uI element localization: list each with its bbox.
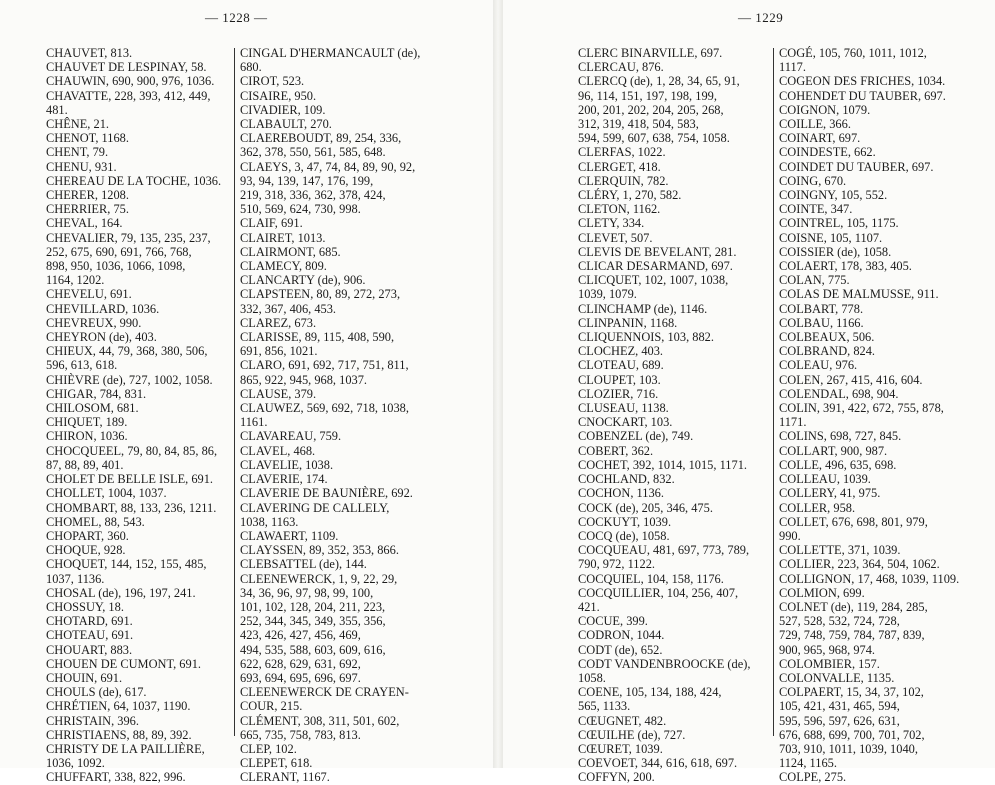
index-entry-line: CLIQUENNOIS, 103, 882. xyxy=(578,330,714,345)
right-page-number: — 1229 xyxy=(738,10,784,25)
left-page-column-2 xyxy=(240,46,490,785)
index-entry-line: CHIEUX, 44, 79, 368, 380, 506, xyxy=(46,344,208,359)
index-entry-line: CHAVATTE, 228, 393, 412, 449, xyxy=(46,88,211,103)
index-entry-line: 665, 735, 758, 783, 813. xyxy=(240,727,361,742)
index-entry-line: COEVOET, 344, 616, 618, 697. xyxy=(578,756,738,771)
index-entry-line: COLLEAU, 1039. xyxy=(779,472,871,487)
index-entry-line: CLAVERIE DE BAUNIÈRE, 692. xyxy=(240,486,413,501)
index-entry-line: CHILOSOM, 681. xyxy=(46,401,139,416)
index-entry-line: CLERCAU, 876. xyxy=(578,60,664,75)
index-entry-line: CLAVAREAU, 759. xyxy=(240,429,342,444)
index-entry-line: CLICAR DESARMAND, 697. xyxy=(578,259,733,274)
index-entry-line: 1038, 1163. xyxy=(240,514,299,529)
index-entry-line: CLERGET, 418. xyxy=(578,159,661,174)
index-entry-line: CHOMBART, 88, 133, 236, 1211. xyxy=(46,500,217,515)
index-entry-line: CLINPANIN, 1168. xyxy=(578,315,678,330)
index-entry-line: CHRÉTIEN, 64, 1037, 1190. xyxy=(46,699,191,714)
index-entry-line: CŒUILHE (de), 727. xyxy=(578,727,686,742)
index-entry-line: CLARO, 691, 692, 717, 751, 811, xyxy=(240,358,409,373)
index-entry-line: CODRON, 1044. xyxy=(578,628,665,643)
index-entry-line: COCHLAND, 832. xyxy=(578,472,675,487)
index-entry-line: 1039, 1079. xyxy=(578,287,637,302)
index-entry-line: CLOTEAU, 689. xyxy=(578,358,664,373)
index-entry-line: COGÉ, 105, 760, 1011, 1012, xyxy=(779,46,927,60)
index-entry-line: CHEVAL, 164. xyxy=(46,216,123,231)
index-entry-line: COILLE, 366. xyxy=(779,117,851,132)
index-entry-line: COLEN, 267, 415, 416, 604. xyxy=(779,372,923,387)
index-entry-line: CLEBSATTEL (de), 144. xyxy=(240,557,367,572)
index-entry-line: COLLETTE, 371, 1039. xyxy=(779,543,901,558)
left-page-number: — 1228 — xyxy=(205,10,268,25)
index-entry-line: CHEREAU DE LA TOCHE, 1036. xyxy=(46,173,222,188)
index-entry-line: 510, 569, 624, 730, 998. xyxy=(240,202,361,217)
index-entry-line: CLÉMENT, 308, 311, 501, 602, xyxy=(240,713,400,728)
index-entry-line: CHERRIER, 75. xyxy=(46,202,129,217)
index-entry-line: CLINCHAMP (de), 1146. xyxy=(578,301,708,316)
right-page-column-2 xyxy=(779,46,994,785)
index-entry-line: COLBAU, 1166. xyxy=(779,315,864,330)
index-entry-line: 362, 378, 550, 561, 585, 648. xyxy=(240,145,386,160)
index-entry-line: COING, 670. xyxy=(779,173,847,188)
index-entry-line: CLAVERIE, 174. xyxy=(240,472,328,487)
index-entry-line: CLEVIS DE BEVELANT, 281. xyxy=(578,244,737,259)
index-entry-line: CLAPSTEEN, 80, 89, 272, 273, xyxy=(240,287,401,302)
index-entry-line: COBENZEL (de), 749. xyxy=(578,429,694,444)
index-entry-line: CHIRON, 1036. xyxy=(46,429,128,444)
index-entry-line: COISSIER (de), 1058. xyxy=(779,244,892,259)
index-entry-line: CLANCARTY (de), 906. xyxy=(240,273,366,288)
index-entry-line: CLARISSE, 89, 115, 408, 590, xyxy=(240,330,395,345)
index-entry-line: CLABAULT, 270. xyxy=(240,117,332,132)
index-entry-line: CLAEYS, 3, 47, 74, 84, 89, 90, 92, xyxy=(240,159,416,174)
index-entry-line: CLERANT, 1167. xyxy=(240,770,330,785)
index-entry-line: COLPAERT, 15, 34, 37, 102, xyxy=(779,685,924,700)
index-entry-line: CHOCQUEEL, 79, 80, 84, 85, 86, xyxy=(46,443,218,458)
index-entry-line: COCHET, 392, 1014, 1015, 1171. xyxy=(578,457,747,472)
index-entry-line: COCHON, 1136. xyxy=(578,486,664,501)
index-entry-line: 900, 965, 968, 974. xyxy=(779,642,876,657)
index-entry-line: 622, 628, 629, 631, 692, xyxy=(240,656,361,671)
index-entry-line: CLERQUIN, 782. xyxy=(578,173,669,188)
index-entry-line: COLAS DE MALMUSSE, 911. xyxy=(779,287,939,302)
index-entry-line: COLOMBIER, 157. xyxy=(779,656,880,671)
index-entry-line: CHAUWIN, 690, 900, 976, 1036. xyxy=(46,74,215,89)
index-entry-line: COLAERT, 178, 383, 405. xyxy=(779,259,912,274)
index-entry-line: CHOPART, 360. xyxy=(46,528,129,543)
index-entry-line: 219, 318, 336, 362, 378, 424, xyxy=(240,188,386,203)
index-entry-line: CLEENEWERCK, 1, 9, 22, 29, xyxy=(240,571,398,586)
index-entry-line: COIGNON, 1079. xyxy=(779,102,871,117)
index-entry-line: COLAN, 775. xyxy=(779,273,850,288)
index-entry-line: COGEON DES FRICHES, 1034. xyxy=(779,74,946,89)
right-page xyxy=(503,0,995,785)
index-entry-line: CHOLLET, 1004, 1037. xyxy=(46,486,167,501)
index-entry-line: CLEENEWERCK DE CRAYEN- xyxy=(240,685,409,700)
index-entry-line: CLAUWEZ, 569, 692, 718, 1038, xyxy=(240,401,409,416)
index-entry-line: 101, 102, 128, 204, 211, 223, xyxy=(240,599,386,614)
index-entry-line: CLEVET, 507. xyxy=(578,230,653,245)
index-entry-line: CLETY, 334. xyxy=(578,216,645,231)
index-entry-line: 990. xyxy=(779,528,801,543)
index-entry-line: 594, 599, 607, 638, 754, 1058. xyxy=(578,131,730,146)
index-entry-line: CLAEREBOUDT, 89, 254, 336, xyxy=(240,131,402,146)
index-entry-line: CIVADIER, 109. xyxy=(240,102,326,117)
index-entry-line: 252, 675, 690, 691, 766, 768, xyxy=(46,244,192,259)
index-entry-line: CHOTARD, 691. xyxy=(46,614,133,629)
index-entry-line: CLOCHEZ, 403. xyxy=(578,344,664,359)
index-entry-line: 729, 748, 759, 784, 787, 839, xyxy=(779,628,925,643)
index-entry-line: CLAIRMONT, 685. xyxy=(240,244,341,259)
index-entry-line: CHEVALIER, 79, 135, 235, 237, xyxy=(46,230,211,245)
index-entry-line: 1124, 1165. xyxy=(779,756,837,771)
index-entry-line: COFFYN, 200. xyxy=(578,770,655,785)
index-entry-line: CHAUVET, 813. xyxy=(46,46,133,60)
index-entry-line: CHIÈVRE (de), 727, 1002, 1058. xyxy=(46,372,213,387)
index-entry-line: CHOULS (de), 617. xyxy=(46,685,147,700)
index-entry-line: COLBART, 778. xyxy=(779,301,864,316)
index-entry-line: CISAIRE, 950. xyxy=(240,88,317,103)
index-entry-line: COINDESTE, 662. xyxy=(779,145,876,160)
index-entry-line: 596, 613, 618. xyxy=(46,358,118,373)
index-entry-line: COINDET DU TAUBER, 697. xyxy=(779,159,934,174)
index-entry-line: CHOQUET, 144, 152, 155, 485, xyxy=(46,557,207,572)
index-entry-line: 1161. xyxy=(240,415,268,430)
index-entry-line: COLNET (de), 119, 284, 285, xyxy=(779,599,928,614)
index-entry-line: CHENU, 931. xyxy=(46,159,117,174)
index-entry-line: COLPE, 275. xyxy=(779,770,847,785)
index-entry-line: 680. xyxy=(240,60,262,75)
index-entry-line: CODT (de), 652. xyxy=(578,642,663,657)
index-entry-line: 1164, 1202. xyxy=(46,273,105,288)
index-entry-line: 1037, 1136. xyxy=(46,571,105,586)
index-entry-line: 703, 910, 1011, 1039, 1040, xyxy=(779,741,918,756)
index-entry-line: COLLER, 958. xyxy=(779,500,856,515)
index-entry-line: COLLERY, 41, 975. xyxy=(779,486,881,501)
index-entry-line: CHEYRON (de), 403. xyxy=(46,330,157,345)
index-entry-line: CŒUGNET, 482. xyxy=(578,713,667,728)
index-entry-line: CLEPET, 618. xyxy=(240,756,313,771)
index-entry-line: CHOUIN, 691. xyxy=(46,670,123,685)
index-entry-line: COUR, 215. xyxy=(240,699,303,714)
index-entry-line: COLENDAL, 698, 904. xyxy=(779,386,899,401)
index-entry-line: CHOMEL, 88, 543. xyxy=(46,514,145,529)
index-entry-line: COISNE, 105, 1107. xyxy=(779,230,883,245)
index-entry-line: CHOUART, 883. xyxy=(46,642,133,657)
index-entry-line: CLETON, 1162. xyxy=(578,202,661,217)
index-entry-line: 527, 528, 532, 724, 728, xyxy=(779,614,900,629)
index-entry-line: COLMION, 699. xyxy=(779,585,865,600)
index-entry-line: COLLE, 496, 635, 698. xyxy=(779,457,897,472)
index-entry-line: CHAUVET DE LESPINAY, 58. xyxy=(46,60,207,75)
index-entry-line: 865, 922, 945, 968, 1037. xyxy=(240,372,368,387)
index-entry-line: CHENOT, 1168. xyxy=(46,131,129,146)
index-entry-line: CLOUPET, 103. xyxy=(578,372,661,387)
index-entry-line: CLUSEAU, 1138. xyxy=(578,401,669,416)
index-entry-line: CHUFFART, 338, 822, 996. xyxy=(46,770,186,785)
index-entry-line: CLERC BINARVILLE, 697. xyxy=(578,46,723,60)
index-entry-line: 1058. xyxy=(578,670,606,685)
left-page xyxy=(0,0,493,785)
index-entry-line: CHEVILLARD, 1036. xyxy=(46,301,160,316)
index-entry-line: CLAWAERT, 1109. xyxy=(240,528,339,543)
index-entry-line: 200, 201, 202, 204, 205, 268, xyxy=(578,102,724,117)
index-entry-line: CLOZIER, 716. xyxy=(578,386,659,401)
index-entry-line: CNOCKART, 103. xyxy=(578,415,673,430)
index-entry-line: CLAUSE, 379. xyxy=(240,386,317,401)
index-entry-line: 332, 367, 406, 453. xyxy=(240,301,337,316)
index-entry-line: COINTE, 347. xyxy=(779,202,853,217)
index-entry-line: CLAIRET, 1013. xyxy=(240,230,326,245)
index-entry-line: COLEAU, 976. xyxy=(779,358,858,373)
index-entry-line: 96, 114, 151, 197, 198, 199, xyxy=(578,88,717,103)
index-entry-line: COLLART, 900, 987. xyxy=(779,443,888,458)
index-entry-line: 790, 972, 1122. xyxy=(578,557,655,572)
index-entry-line: COINART, 697. xyxy=(779,131,861,146)
index-entry-line: 1036, 1092. xyxy=(46,756,105,771)
index-entry-line: CLAMECY, 809. xyxy=(240,259,327,274)
index-entry-line: CHOSAL (de), 196, 197, 241. xyxy=(46,585,196,600)
index-entry-line: CLAVELIE, 1038. xyxy=(240,457,334,472)
index-entry-line: COCKUYT, 1039. xyxy=(578,514,672,529)
index-entry-line: CLAVERING DE CALLELY, xyxy=(240,500,390,515)
index-entry-line: CHEVREUX, 990. xyxy=(46,315,142,330)
index-entry-line: CLAYSSEN, 89, 352, 353, 866. xyxy=(240,543,399,558)
index-entry-line: 93, 94, 139, 147, 176, 199, xyxy=(240,173,374,188)
index-entry-line: 691, 856, 1021. xyxy=(240,344,318,359)
index-entry-line: COCQUILLIER, 104, 256, 407, xyxy=(578,585,739,600)
index-entry-line: COCUE, 399. xyxy=(578,614,648,629)
index-entry-line: COLLIGNON, 17, 468, 1039, 1109. xyxy=(779,571,960,586)
index-entry-line: COENE, 105, 134, 188, 424, xyxy=(578,685,722,700)
index-entry-line: CLAREZ, 673. xyxy=(240,315,317,330)
book-gutter xyxy=(493,0,503,768)
index-entry-line: CHRISTAIN, 396. xyxy=(46,713,139,728)
index-entry-line: 421. xyxy=(578,599,600,614)
index-entry-line: COCQ (de), 1058. xyxy=(578,528,670,543)
index-entry-line: COLLIER, 223, 364, 504, 1062. xyxy=(779,557,940,572)
index-entry-line: 898, 950, 1036, 1066, 1098, xyxy=(46,259,186,274)
index-entry-line: CINGAL D'HERMANCAULT (de), xyxy=(240,46,421,60)
left-column-divider xyxy=(234,48,235,736)
index-entry-line: COLBRAND, 824. xyxy=(779,344,876,359)
index-entry-line: COINGNY, 105, 552. xyxy=(779,188,888,203)
index-entry-line: CŒURET, 1039. xyxy=(578,741,663,756)
index-entry-line: CHOQUE, 928. xyxy=(46,543,126,558)
index-entry-line: CLICQUET, 102, 1007, 1038, xyxy=(578,273,729,288)
index-entry-line: CHERER, 1208. xyxy=(46,188,129,203)
index-entry-line: COBERT, 362. xyxy=(578,443,654,458)
index-entry-line: COCQUIEL, 104, 158, 1176. xyxy=(578,571,724,586)
index-entry-line: COLIN, 391, 422, 672, 755, 878, xyxy=(779,401,944,416)
index-entry-line: CHIQUET, 189. xyxy=(46,415,128,430)
index-entry-line: 252, 344, 345, 349, 355, 356, xyxy=(240,614,386,629)
index-entry-line: 34, 36, 96, 97, 98, 99, 100, xyxy=(240,585,374,600)
index-entry-line: COCK (de), 205, 346, 475. xyxy=(578,500,713,515)
index-entry-line: COLBEAUX, 506. xyxy=(779,330,875,345)
index-entry-line: CLÉRY, 1, 270, 582. xyxy=(578,188,682,203)
index-entry-line: 312, 319, 418, 504, 583, xyxy=(578,117,699,132)
index-entry-line: COLLET, 676, 698, 801, 979, xyxy=(779,514,928,529)
index-entry-line: 1117. xyxy=(779,60,806,75)
index-entry-line: CHRISTIAENS, 88, 89, 392. xyxy=(46,727,192,742)
index-entry-line: CHEVELU, 691. xyxy=(46,287,132,302)
right-page-column-1 xyxy=(578,46,774,785)
index-entry-line: CLAVEL, 468. xyxy=(240,443,316,458)
index-entry-line: COINTREL, 105, 1175. xyxy=(779,216,899,231)
index-entry-line: CLERCQ (de), 1, 28, 34, 65, 91, xyxy=(578,74,740,89)
index-entry-line: CLERFAS, 1022. xyxy=(578,145,666,160)
index-entry-line: CHENT, 79. xyxy=(46,145,109,160)
index-entry-line: CHOSSUY, 18. xyxy=(46,599,124,614)
index-entry-line: CHRISTY DE LA PAILLIÈRE, xyxy=(46,741,205,756)
index-entry-line: COLINS, 698, 727, 845. xyxy=(779,429,902,444)
index-entry-line: 1171. xyxy=(779,415,807,430)
index-entry-line: CLEP, 102. xyxy=(240,741,297,756)
index-entry-line: 693, 694, 695, 696, 697. xyxy=(240,670,361,685)
index-entry-line: 481. xyxy=(46,102,68,117)
index-entry-line: COCQUEAU, 481, 697, 773, 789, xyxy=(578,543,750,558)
index-entry-line: 494, 535, 588, 603, 609, 616, xyxy=(240,642,386,657)
index-entry-line: 423, 426, 427, 456, 469, xyxy=(240,628,361,643)
left-page-column-1 xyxy=(46,46,231,785)
index-entry-line: CHOTEAU, 691. xyxy=(46,628,134,643)
index-entry-line: CODT VANDENBROOCKE (de), xyxy=(578,656,751,671)
index-entry-line: COLONVALLE, 1135. xyxy=(779,670,895,685)
index-entry-line: 676, 688, 699, 700, 701, 702, xyxy=(779,727,925,742)
index-entry-line: 87, 88, 89, 401. xyxy=(46,457,124,472)
index-entry-line: COHENDET DU TAUBER, 697. xyxy=(779,88,946,103)
index-entry-line: CHÊNE, 21. xyxy=(46,117,109,132)
index-entry-line: CLAIF, 691. xyxy=(240,216,303,231)
index-entry-line: CHIGAR, 784, 831. xyxy=(46,386,147,401)
index-entry-line: CHOUEN DE CUMONT, 691. xyxy=(46,656,201,671)
index-entry-line: 105, 421, 431, 465, 594, xyxy=(779,699,900,714)
index-entry-line: 595, 596, 597, 626, 631, xyxy=(779,713,900,728)
index-entry-line: 565, 1133. xyxy=(578,699,631,714)
index-entry-line: CIROT, 523. xyxy=(240,74,305,89)
index-entry-line: CHOLET DE BELLE ISLE, 691. xyxy=(46,472,214,487)
